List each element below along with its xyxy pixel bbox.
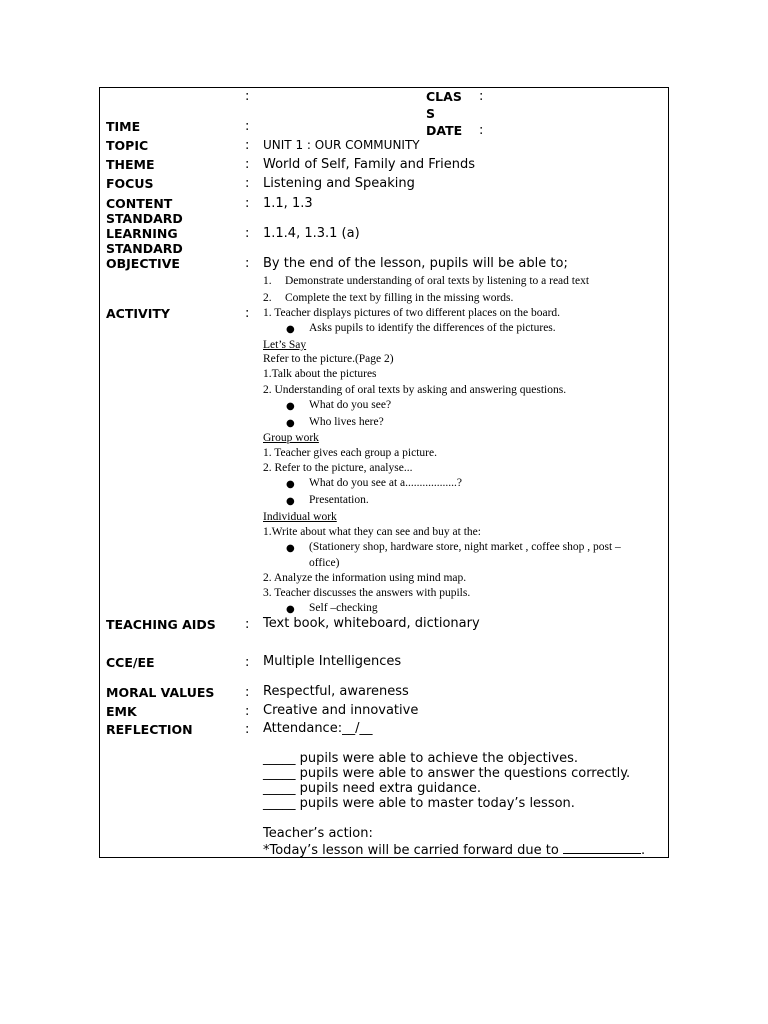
moral-value: Respectful, awareness [263, 684, 409, 699]
class-colon: : [479, 89, 484, 104]
activity-bullet-wrap: office) [309, 557, 340, 569]
cce-colon: : [245, 655, 250, 670]
teaching-aids-value: Text book, whiteboard, dictionary [263, 616, 480, 631]
learning-colon: : [245, 226, 250, 241]
topic-label: TOPIC [106, 138, 149, 153]
topic-colon: : [245, 138, 250, 153]
focus-colon: : [245, 176, 250, 191]
reflection-line: _____ pupils were able to achieve the objectives. [263, 751, 578, 766]
date-label: DATE [426, 123, 463, 138]
bullet-icon: ● [286, 479, 295, 490]
theme-value: World of Self, Family and Friends [263, 157, 476, 172]
content-standard-label-wrap: STANDARD [106, 211, 183, 226]
attendance-text: Attendance:__/__ [263, 721, 373, 736]
content-value: 1.1, 1.3 [263, 196, 313, 211]
bullet-icon: ● [286, 543, 295, 554]
activity-bullet: What do you see? [309, 399, 392, 411]
theme-colon: : [245, 157, 250, 172]
reflection-line: _____ pupils need extra guidance. [263, 781, 481, 796]
activity-step: 1. Teacher gives each group a picture. [263, 447, 437, 459]
bullet-icon: ● [286, 324, 295, 335]
focus-label: FOCUS [106, 176, 154, 191]
time-label: TIME [106, 119, 141, 134]
objective-item-text: Complete the text by filling in the missing words. [285, 292, 514, 304]
class-label-wrap: S [426, 106, 436, 121]
cce-value: Multiple Intelligences [263, 654, 402, 669]
activity-step: Refer to the picture.(Page 2) [263, 353, 394, 365]
emk-value: Creative and innovative [263, 703, 419, 718]
reflection-colon: : [245, 722, 250, 737]
reflection-line: _____ pupils were able to master today’s lesson. [263, 796, 575, 811]
moral-colon: : [245, 685, 250, 700]
content-standard-label: CONTENT [106, 196, 173, 211]
teachers-action-heading: Teacher’s action: [263, 826, 373, 841]
teachers-action-sentence: *Today’s lesson will be carried forward due to [263, 843, 563, 858]
activity-bullet: Who lives here? [309, 416, 384, 428]
theme-label: THEME [106, 157, 155, 172]
content-colon: : [245, 196, 250, 211]
learning-standard-label: LEARNING [106, 226, 178, 241]
objective-label: OBJECTIVE [106, 256, 180, 271]
objective-colon: : [245, 256, 250, 271]
teaching-aids-colon: : [245, 617, 250, 632]
moral-values-label: MORAL VALUES [106, 685, 215, 700]
activity-label: ACTIVITY [106, 306, 170, 321]
topic-value: UNIT 1 : OUR COMMUNITY [263, 138, 420, 152]
activity-step: 2. Analyze the information using mind map. [263, 572, 467, 584]
activity-bullet: Presentation. [309, 494, 369, 506]
emk-colon: : [245, 704, 250, 719]
activity-step: 1. Teacher displays pictures of two different places on the board. [263, 307, 561, 319]
learning-standard-label-wrap: STANDARD [106, 241, 183, 256]
activity-step: 2. Understanding of oral texts by asking and answering questions. [263, 384, 567, 396]
reflection-label: REFLECTION [106, 722, 193, 737]
objective-item-text: Demonstrate understanding of oral texts by listening to a read text [285, 275, 590, 287]
learning-value: 1.1.4, 1.3.1 (a) [263, 226, 360, 241]
time-colon: : [245, 119, 250, 134]
reflection-line: _____ pupils were able to answer the questions correctly. [263, 766, 631, 781]
teachers-action-end: . [640, 843, 646, 858]
date-colon: : [479, 123, 484, 138]
activity-step: 3. Teacher discusses the answers with pupils. [263, 587, 471, 599]
objective-intro: By the end of the lesson, pupils will be able to; [263, 256, 568, 271]
activity-colon: : [245, 306, 250, 321]
class-label: CLAS [426, 89, 462, 104]
cce-label: CCE/EE [106, 655, 155, 670]
lets-say-heading: Let’s Say [263, 339, 307, 351]
teachers-action-text [263, 843, 645, 859]
group-work-heading: Group work [263, 432, 319, 444]
objective-item-number: 1. [263, 275, 272, 287]
header-colon: : [245, 89, 250, 104]
activity-bullet: Self –checking [309, 602, 378, 614]
emk-label: EMK [106, 704, 137, 719]
objective-item-number: 2. [263, 292, 272, 304]
carry-forward-blank [563, 853, 641, 854]
bullet-icon: ● [286, 496, 295, 507]
activity-bullet: (Stationery shop, hardware store, night market , coffee shop , post – [309, 541, 621, 553]
activity-step: 2. Refer to the picture, analyse... [263, 462, 413, 474]
bullet-icon: ● [286, 418, 295, 429]
bullet-icon: ● [286, 401, 295, 412]
bullet-icon: ● [286, 604, 295, 615]
individual-work-heading: Individual work [263, 511, 337, 523]
activity-bullet: What do you see at a..................? [309, 477, 462, 489]
activity-step: 1.Talk about the pictures [263, 368, 377, 380]
activity-step: 1.Write about what they can see and buy at the: [263, 526, 481, 538]
teaching-aids-label: TEACHING AIDS [106, 617, 216, 632]
activity-bullet: Asks pupils to identify the differences of the pictures. [309, 322, 556, 334]
focus-value: Listening and Speaking [263, 176, 415, 191]
